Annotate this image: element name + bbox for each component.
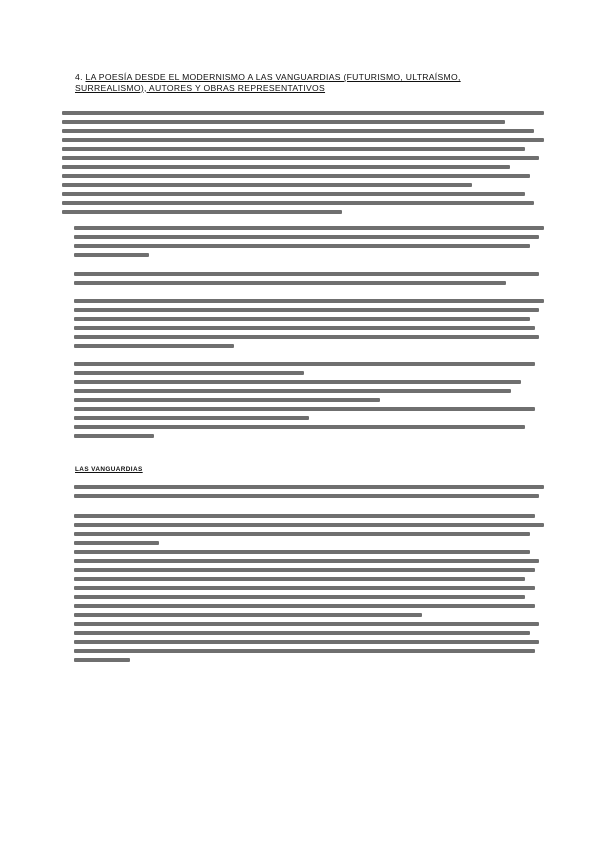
paragraph-machado xyxy=(74,299,544,348)
paragraph-ultraismo xyxy=(74,622,544,662)
section-title-part-1: LA POESÍA DESDE EL MODERNISMO A LAS VANGUARDIAS (FUTURISMO, ULTRAÍSMO, xyxy=(85,72,461,82)
paragraph-futurismo xyxy=(74,514,544,550)
heading-line-1 xyxy=(75,72,515,83)
paragraph-vanguardia-definicion xyxy=(74,485,544,498)
paragraph-surrealismo xyxy=(74,550,544,617)
paragraph-modernismo-intro xyxy=(62,111,544,214)
paragraph-jimenez xyxy=(74,362,544,438)
section-number: 4. xyxy=(75,72,83,82)
paragraph-figuras xyxy=(74,226,544,257)
section-title-part-2: SURREALISMO), AUTORES Y OBRAS REPRESENTATIVOS xyxy=(75,82,326,93)
paragraph-dario xyxy=(74,272,544,285)
subheading-vanguardias: LAS VANGUARDIAS xyxy=(75,466,143,473)
section-heading xyxy=(75,72,515,93)
